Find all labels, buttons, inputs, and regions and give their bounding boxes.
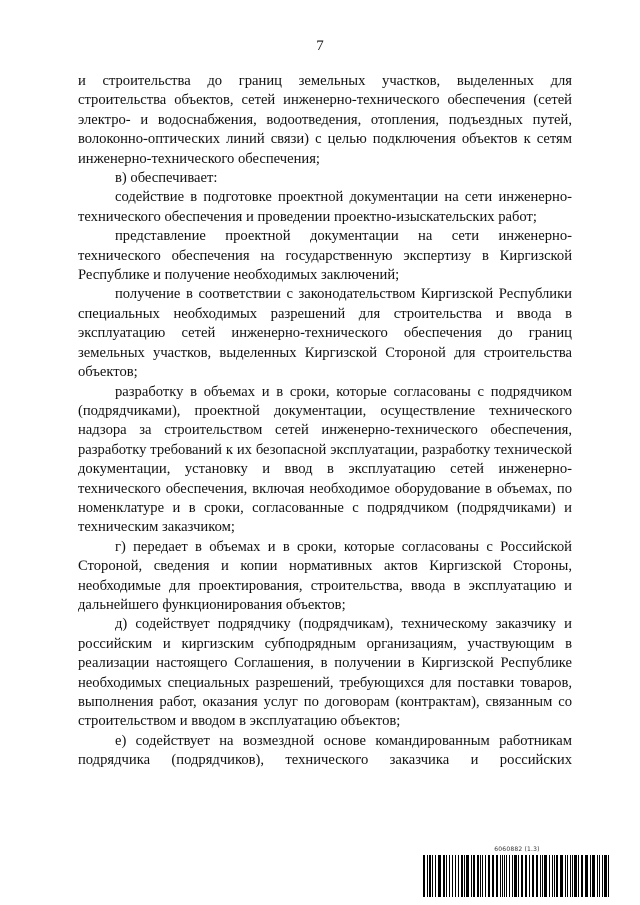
document-body xyxy=(78,72,572,771)
paragraph: д) содействует подрядчику (подрядчикам), техническому заказчику и российским и киргизским субподрядным организациям, участвующим в реализации настоящего Соглашения, в получении в Киргизской Республике необходимых специальных разрешений, требующихся для поставки товаров, выполнения работ, оказания услуг по договорам (контрактам), связанным со строительством и вводом в эксплуатацию объектов; xyxy=(78,616,572,730)
paragraph: получение в соответствии с законодательством Киргизской Республики специальных необходимых разрешений для строительства и ввода в эксплуатацию сетей инженерно-технического обеспечения до границ земельных участков, выделенных Киргизской Стороной для строительства объектов; xyxy=(78,286,572,381)
paragraph: содействие в подготовке проектной документации на сети инженерно-технического обеспечения и проведении проектно-изыскательских работ; xyxy=(78,189,572,225)
page-number: 7 xyxy=(316,38,324,54)
paragraph: е) содействует на возмездной основе командированным работникам подрядчика (подрядчиков), технического заказчика и российских xyxy=(78,732,572,769)
paragraph: в) обеспечивает: xyxy=(115,170,218,187)
document-barcode xyxy=(422,846,612,897)
barcode-icon xyxy=(422,855,612,897)
paragraph: представление проектной документации на сети инженерно-технического обеспечения на государственную экспертизу в Киргизской Республике и получение необходимых заключений; xyxy=(78,228,572,284)
paragraph: разработку в объемах и в сроки, которые согласованы с подрядчиком (подрядчиками), проектной документации, осуществление технического надзора за строительством сетей инженерно-технического обеспечения, разработку требований к их безопасной эксплуатации, разработку технической документации, установку и ввод в эксплуатацию сетей инженерно-технического обеспечения, включая необходимое оборудование в объемах, по номенклатуре и в сроки, согласованные с подрядчиком (подрядчиками) и техническим заказчиком; xyxy=(78,383,572,536)
barcode-label: 6060882 (1.3) xyxy=(494,846,540,853)
paragraph: г) передает в объемах и в сроки, которые согласованы с Российской Стороной, сведения и копии нормативных актов Киргизской Стороны, необходимые для проектирования, строительства, ввода в эксплуатацию и дальнейшего функционирования объектов; xyxy=(78,538,572,613)
paragraph: и строительства до границ земельных участков, выделенных для строительства объектов, сетей инженерно-технического обеспечения (сетей электро- и водоснабжения, водоотведения, отопления, подъездных путей, волоконно-оптических линий связи) с целью подключения объектов к сетям инженерно-технического обеспечения; xyxy=(78,73,572,167)
